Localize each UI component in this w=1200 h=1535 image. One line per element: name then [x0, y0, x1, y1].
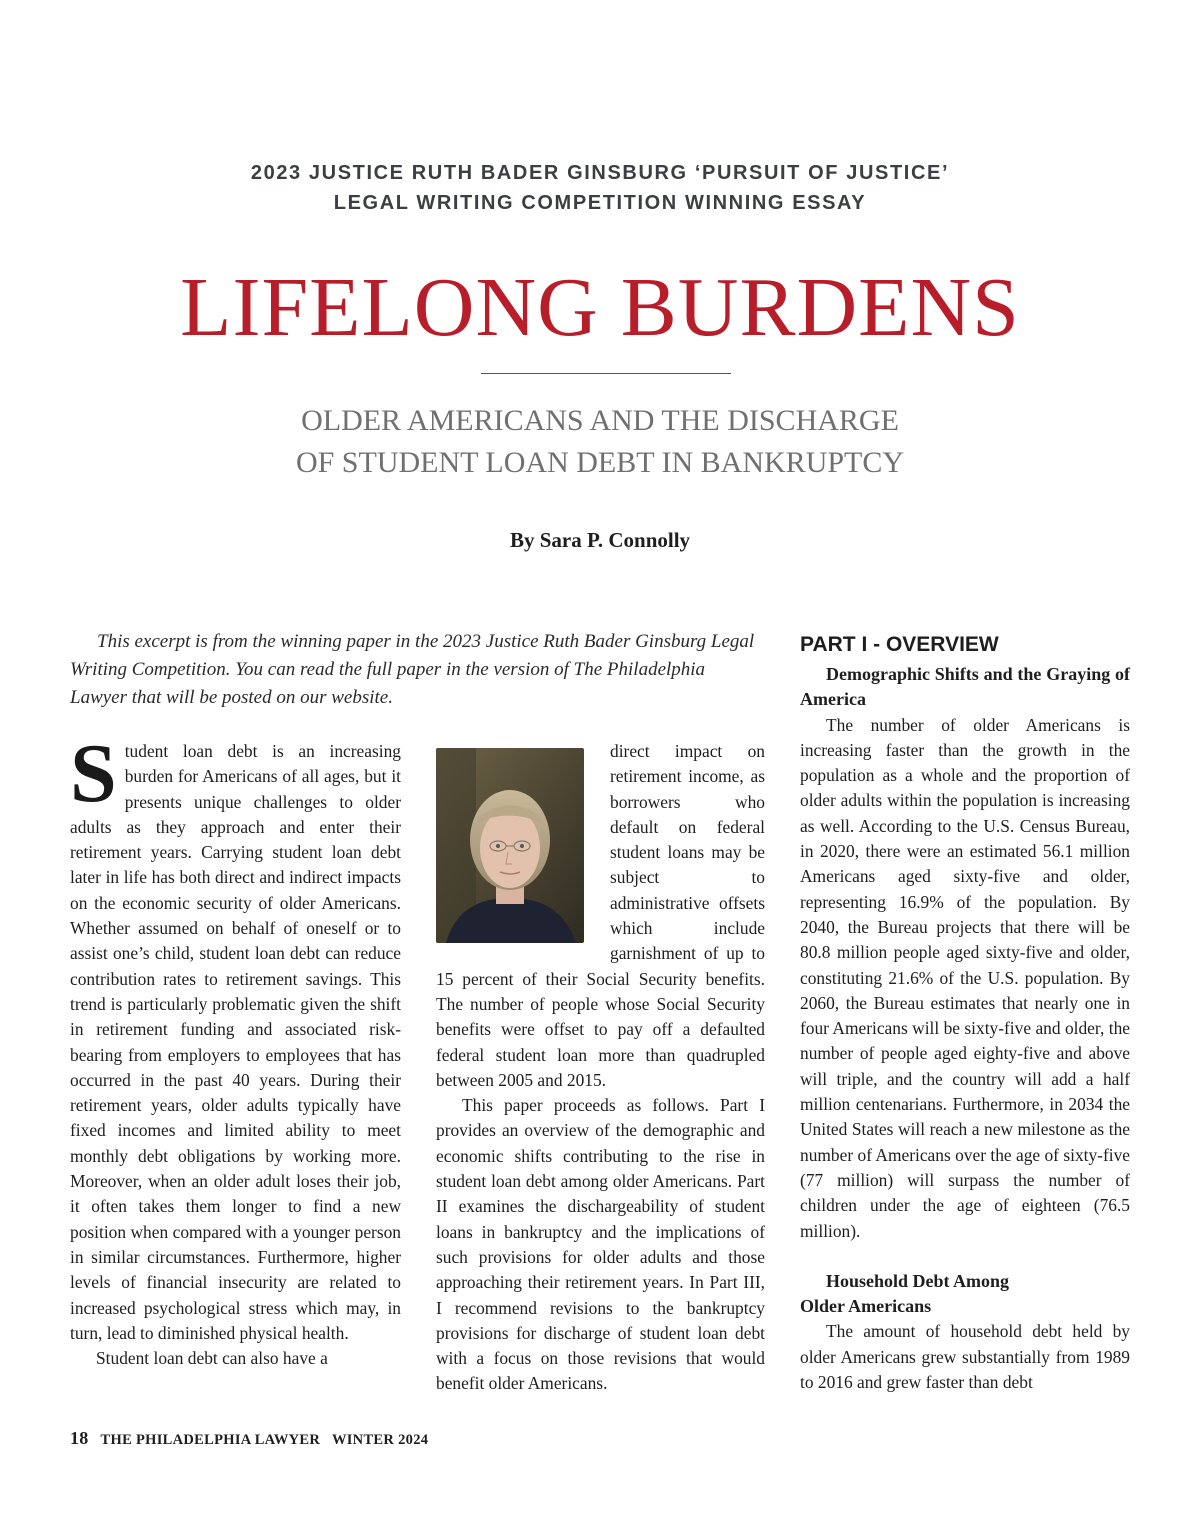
section-heading-line-1: Household Debt Among	[826, 1270, 1010, 1291]
opening-paragraph	[70, 727, 401, 1346]
kicker	[0, 158, 1200, 218]
column-2	[436, 739, 765, 1397]
paragraph: The amount of household debt held by older Americans grew substantially from 1989 to 2016 and grew faster than debt	[800, 1321, 1130, 1393]
paragraph: Student loan debt can also have a	[96, 1348, 328, 1369]
author-photo	[436, 748, 584, 943]
article-title: LIFELONG BURDENS	[180, 261, 1020, 354]
section-heading-line-2: Older Americans	[800, 1296, 932, 1317]
subtitle-line-1: OLDER AMERICANS AND THE DISCHARGE	[301, 404, 899, 437]
intro-note: This excerpt is from the winning paper in the 2023 Justice Ruth Bader Ginsburg Legal Writing Competition. You can read the full paper in the version of The Philadelphia Lawyer that will be posted on our website.	[70, 631, 755, 708]
magazine-name: THE PHILADELPHIA LAWYER	[100, 1432, 321, 1448]
author-portrait-image	[436, 748, 584, 943]
issue-label: WINTER 2024	[331, 1432, 429, 1448]
column-3	[800, 632, 1130, 1395]
drop-cap: S	[70, 727, 117, 820]
article-subtitle	[0, 400, 1200, 484]
section-heading: Demographic Shifts and the Graying of America	[800, 664, 1130, 710]
page-footer	[70, 1428, 428, 1449]
opening-paragraph-text: tudent loan debt is an increasing burden for Americans of all ages, but it presents unique challenges to older adults as they approach and enter their retirement years. Carrying student loan debt later in life has both direct and indirect impacts on the economic security of older Americans. Whether assumed on behalf of oneself or to assist one’s child, student loan debt can reduce contribution rates to retirement savings. This trend is particularly problematic given the shift in retirement funding and associated risk-bearing from employers to employees that has occurred in the past 40 years. During their retirement years, older adults typically have fixed incomes and limited ability to meet monthly debt obligations by working more. Moreover, when an older adult loses their job, it often takes them longer to find a new position when compared with a younger person in similar circumstances. Furthermore, higher levels of financial insecurity are related to increased psychological stress which may, in turn, lead to diminished physical health.	[70, 741, 401, 1343]
byline: By Sara P. Connolly	[509, 528, 691, 552]
title-divider	[481, 373, 731, 374]
column-1	[70, 727, 401, 1371]
page-number: 18	[70, 1428, 89, 1448]
paragraph: This paper proceeds as follows. Part I provides an overview of the demographic and economic shifts contributing to the rise in student loan debt among older Americans. Part II examines the dischargeability of student loans in bankruptcy and the implications of such provisions for older adults and those approaching their retirement years. In Part III, I recommend revisions to the bankruptcy provisions for discharge of student loan debt with a focus on those revisions that would benefit older Americans.	[436, 1095, 765, 1394]
section-heading	[800, 1269, 1130, 1320]
subtitle-line-2: OF STUDENT LOAN DEBT IN BANKRUPTCY	[295, 446, 905, 479]
kicker-line-1: 2023 JUSTICE RUTH BADER GINSBURG ‘PURSUIT OF JUSTICE’	[250, 162, 950, 184]
paragraph: The number of older Americans is increasing faster than the growth in the population as a whole and the proportion of older adults within the population is increasing as well. According to the U.S. Census Bureau, in 2020, there were an estimated 56.1 million Americans aged sixty-five and older, representing 16.9% of the population. By 2040, the Bureau projects that there will be 80.8 million people aged sixty-five and older, constituting 21.6% of the U.S. population. By 2060, the Bureau estimates that nearly one in four Americans will be sixty-five and older, the number of people aged eighty-five and above will triple, and the country will add a half million centenarians. Furthermore, in 2034 the United States will reach a new milestone as the number of Americans over the age of sixty-five (77 million) will surpass the number of children under the age of eighteen (76.5 million).	[800, 714, 1130, 1241]
paragraph: direct impact on retirement income, as borrowers who default on federal student loans may be subject to administrative offsets which include garnishment of up to 15 percent of their Social Security benefits. The number of people whose Social Security benefits were offset to pay off a defaulted federal student loan more than quadrupled between 2005 and 2015.	[436, 741, 765, 1090]
section-gap	[800, 1244, 1130, 1269]
kicker-line-2: LEGAL WRITING COMPETITION WINNING ESSAY	[333, 192, 867, 214]
part-heading: PART I - OVERVIEW	[800, 633, 999, 656]
